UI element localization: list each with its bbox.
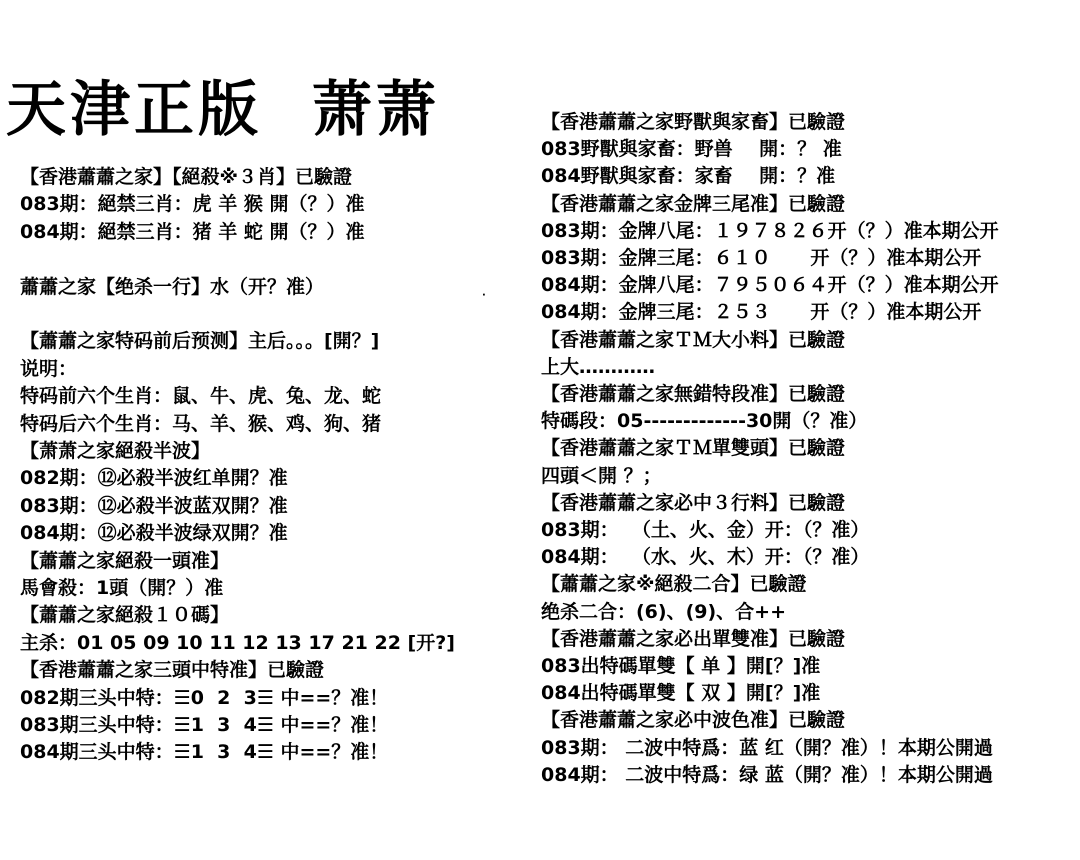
section-header: 【蕭蕭之家※絕殺二合】已驗證 bbox=[541, 573, 807, 596]
text-line: 上大………… bbox=[541, 355, 656, 378]
text-line: 特码后六个生肖：马、羊、猴、鸡、狗、猪 bbox=[20, 412, 382, 435]
text-line: 主杀：01 05 09 10 11 12 13 17 21 22 [开?] bbox=[20, 631, 455, 654]
page-title: 天津正版 萧萧 bbox=[6, 75, 440, 145]
section-header: 【香港蕭蕭之家必中３行料】已驗證 bbox=[541, 491, 846, 514]
text-line: 083期：⑫必殺半波蓝双開？准 bbox=[20, 494, 288, 517]
text-line: 084期：絕禁三肖：猪 羊 蛇 開（？）准 bbox=[20, 220, 365, 243]
section-header: 【香港蕭蕭之家三頭中特准】已驗證 bbox=[20, 659, 325, 682]
section-header: 【香港蕭蕭之家ＴＭ單雙頭】已驗證 bbox=[541, 437, 846, 460]
text-line: 082期：⑫必殺半波红单開？准 bbox=[20, 467, 288, 490]
section-header: 【蕭蕭之家絕殺一頭准】 bbox=[20, 549, 230, 572]
text-line: 特碼段：05-------------30開（？准） bbox=[541, 410, 868, 433]
section-header: 【蕭蕭之家絕殺１０碼】 bbox=[20, 604, 230, 627]
section-header: 【香港蕭蕭之家必中波色准】已驗證 bbox=[541, 709, 846, 732]
text-line: 083期：絕禁三肖：虎 羊 猴 開（？）准 bbox=[20, 193, 365, 216]
text-line: 说明： bbox=[20, 357, 78, 380]
text-line: 083期：金牌八尾：１９７８２６开（？）准本期公开 bbox=[541, 219, 999, 242]
dot-separator: · bbox=[482, 290, 486, 301]
section-header: 【香港蕭蕭之家ＴＭ大小料】已驗證 bbox=[541, 328, 846, 351]
text-line: 084期： （水、火、木）开：（？准） bbox=[541, 546, 870, 569]
section-header: 【蕭蕭之家特码前后预测】主后。。。[開？] bbox=[20, 330, 380, 353]
section-header: 【萧萧之家絕殺半波】 bbox=[20, 440, 211, 462]
section-header: 【香港蕭蕭之家必出單雙准】已驗證 bbox=[541, 627, 846, 650]
section-header: 【香港蕭蕭之家】【絕殺※３肖】已驗證 bbox=[20, 166, 352, 188]
text-line: 084期：⑫必殺半波绿双開？准 bbox=[20, 522, 288, 545]
text-line: 084出特碼單雙【 双 】開[？]准 bbox=[541, 682, 821, 705]
text-line: 084期：金牌八尾：７９５０６４开（？）准本期公开 bbox=[541, 274, 999, 297]
text-line: 082期三头中特：☰0 2 3☰ 中==？准！ bbox=[20, 686, 389, 709]
text-line: 馬會殺：1頭（開？）准 bbox=[20, 577, 224, 599]
text-line: 绝杀二合：(6)、(9)、合++ bbox=[541, 600, 787, 623]
text-line: 四頭＜開 ？； bbox=[541, 464, 662, 487]
text-line: 084野獸與家畜：家畜 開：？准 bbox=[541, 165, 836, 188]
section-header: 【香港蕭蕭之家金牌三尾准】已驗證 bbox=[541, 192, 846, 215]
text-line: 084期： 二波中特爲：绿 蓝（開？准）！本期公開過 bbox=[541, 763, 993, 786]
text-line: 084期：金牌三尾：２５３ 开（？）准本期公开 bbox=[541, 301, 982, 324]
section-header: 【香港蕭蕭之家無錯特段准】已驗證 bbox=[541, 383, 846, 405]
text-line: 083野獸與家畜：野兽 開：？ 准 bbox=[541, 138, 842, 161]
text-line: 083出特碼單雙【 单 】開[？]准 bbox=[541, 655, 821, 677]
text-line: 083期：金牌三尾：６１０ 开（？）准本期公开 bbox=[541, 247, 982, 269]
text-line: 特码前六个生肖：鼠、牛、虎、兔、龙、蛇 bbox=[20, 385, 382, 408]
text-line: 084期三头中特：☰1 3 4☰ 中==？准！ bbox=[20, 741, 389, 764]
text-line: 083期： 二波中特爲：蓝 红（開？准）！本期公開過 bbox=[541, 736, 993, 759]
section-header: 【香港蕭蕭之家野獸與家畜】已驗證 bbox=[541, 111, 846, 133]
text-line: 083期： （土、火、金）开：（？准） bbox=[541, 519, 870, 541]
text-line: 蕭蕭之家【绝杀一行】水（开？准） bbox=[20, 275, 325, 298]
text-line: 083期三头中特：☰1 3 4☰ 中==？准！ bbox=[20, 714, 389, 736]
